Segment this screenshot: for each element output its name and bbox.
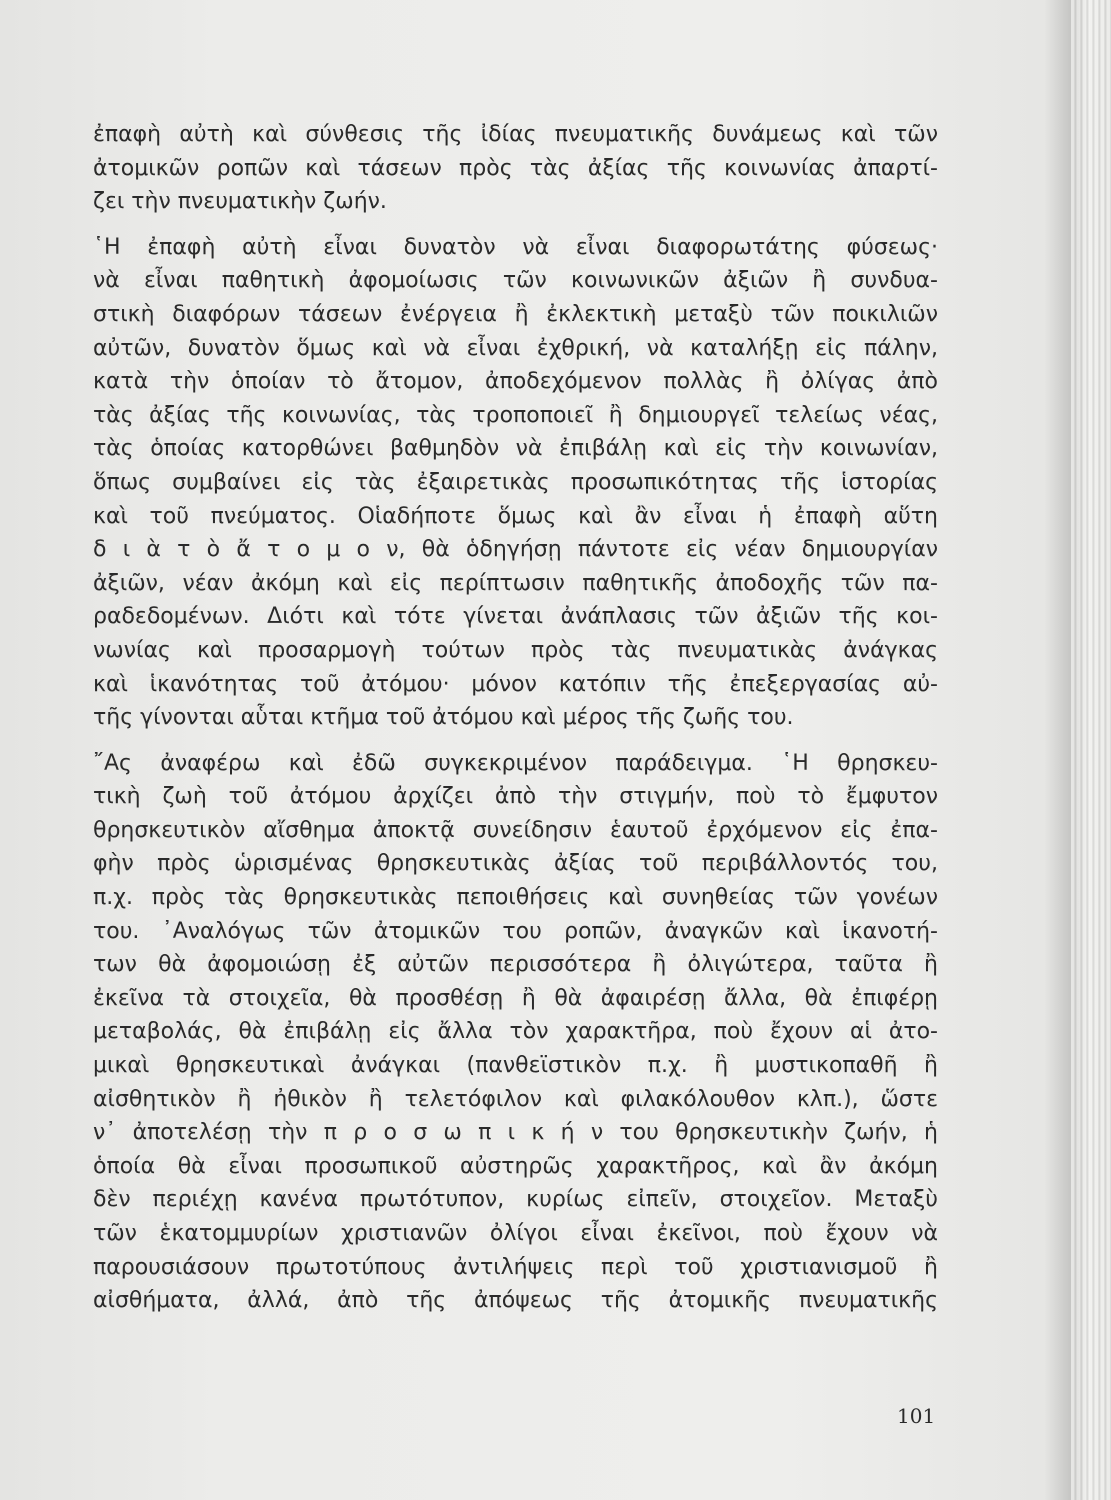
text-line: δ ι ὰ τ ὸ ἄ τ ο μ ο ν, θὰ ὁδηγήσῃ πάντοτε εἰς νέαν δημιουργίαν	[93, 537, 938, 563]
text-line: θρησκευτικὸν αἴσθημα ἀποκτᾷ συνείδησιν ἑαυτοῦ ἐρχόμενον εἰς ἐπα-	[93, 817, 938, 843]
text-line: παρουσιάσουν πρωτοτύπους ἀντιλήψεις περὶ τοῦ χριστιανισμοῦ ἢ	[93, 1254, 938, 1280]
paragraph-1	[93, 118, 938, 219]
text-line: τῶν ἑκατομμυρίων χριστιανῶν ὀλίγοι εἶναι ἐκεῖνοι, ποὺ ἔχουν νὰ	[93, 1221, 938, 1246]
page-number: 101	[897, 1404, 936, 1428]
text-line: των θὰ ἀφομοιώσῃ ἐξ αὐτῶν περισσότερα ἢ ὀλιγώτερα, ταῦτα ἢ	[93, 952, 938, 978]
text-line: ῾Η ἐπαφὴ αὐτὴ εἶναι δυνατὸν νὰ εἶναι διαφορωτάτης φύσεως·	[93, 234, 938, 260]
text-line: του. ᾿Αναλόγως τῶν ἀτομικῶν του ροπῶν, ἀναγκῶν καὶ ἱκανοτή-	[93, 918, 938, 944]
text-line: ἀτομικῶν ροπῶν καὶ τάσεων πρὸς τὰς ἀξίας τῆς κοινωνίας ἀπαρτί-	[93, 155, 938, 181]
text-line: τὰς ὁποίας κατορθώνει βαθμηδὸν νὰ ἐπιβάλῃ καὶ εἰς τὴν κοινωνίαν,	[93, 436, 938, 462]
text-line: στικὴ διαφόρων τάσεων ἐνέργεια ἢ ἐκλεκτικὴ μεταξὺ τῶν ποικιλιῶν	[93, 301, 938, 327]
text-line: αἰσθήματα, ἀλλά, ἀπὸ τῆς ἀπόψεως τῆς ἀτομικῆς πνευματικῆς	[93, 1288, 938, 1314]
text-line: καὶ ἱκανότητας τοῦ ἀτόμου· μόνον κατόπιν τῆς ἐπεξεργασίας αὐ-	[93, 671, 938, 697]
text-line: αἰσθητικὸν ἢ ἠθικὸν ἢ τελετόφιλον καὶ φιλακόλουθον κλπ.), ὥστε	[93, 1086, 938, 1112]
text-line: καὶ τοῦ πνεύματος. Οἱαδήποτε ὅμως καὶ ἂν εἶναι ἡ ἐπαφὴ αὕτη	[93, 503, 938, 529]
text-line: ἐκεῖνα τὰ στοιχεῖα, θὰ προσθέσῃ ἢ θὰ ἀφαιρέσῃ ἄλλα, θὰ ἐπιφέρῃ	[93, 985, 938, 1011]
page-stack-edge	[1071, 0, 1111, 1500]
text-line: κατὰ τὴν ὁποίαν τὸ ἄτομον, ἀποδεχόμενον πολλὰς ἢ ὀλίγας ἀπὸ	[93, 369, 938, 395]
text-line: ν᾿ ἀποτελέσῃ τὴν π ρ ο σ ω π ι κ ή ν του θρησκευτικὴν ζωήν, ἡ	[93, 1120, 938, 1146]
text-line: φὴν πρὸς ὡρισμένας θρησκευτικὰς ἀξίας τοῦ περιβάλλοντός του,	[93, 851, 938, 877]
text-line: ἀξιῶν, νέαν ἀκόμη καὶ εἰς περίπτωσιν παθητικῆς ἀποδοχῆς τῶν πα-	[93, 570, 938, 596]
text-line: νὰ εἶναι παθητικὴ ἀφομοίωσις τῶν κοινωνικῶν ἀξιῶν ἢ συνδυα-	[93, 268, 938, 294]
text-line: ραδεδομένων. Διότι καὶ τότε γίνεται ἀνάπλασις τῶν ἀξιῶν τῆς κοι-	[93, 604, 938, 630]
text-line: μεταβολάς, θὰ ἐπιβάλῃ εἰς ἄλλα τὸν χαρακτῆρα, ποὺ ἔχουν αἱ ἀτο-	[93, 1019, 938, 1045]
text-line: ἐπαφὴ αὐτὴ καὶ σύνθεσις τῆς ἰδίας πνευματικῆς δυνάμεως καὶ τῶν	[93, 122, 938, 147]
paragraph-2	[93, 231, 938, 735]
body-text	[93, 118, 938, 1318]
text-line: τικὴ ζωὴ τοῦ ἀτόμου ἀρχίζει ἀπὸ τὴν στιγμήν, ποὺ τὸ ἔμφυτον	[93, 784, 938, 810]
paragraph-3	[93, 747, 938, 1318]
text-line: αὐτῶν, δυνατὸν ὅμως καὶ νὰ εἶναι ἐχθρική, νὰ καταλήξῃ εἰς πάλην,	[93, 335, 938, 361]
text-line: τὰς ἀξίας τῆς κοινωνίας, τὰς τροποποιεῖ ἢ δημιουργεῖ τελείως νέας,	[93, 402, 938, 428]
text-line: ὅπως συμβαίνει εἰς τὰς ἐξαιρετικὰς προσωπικότητας τῆς ἱστορίας	[93, 469, 938, 495]
text-line: ῎Ας ἀναφέρω καὶ ἐδῶ συγκεκριμένον παράδειγμα. ῾Η θρησκευ-	[93, 750, 938, 776]
text-line: τῆς γίνονται αὗται κτῆμα τοῦ ἀτόμου καὶ μέρος τῆς ζωῆς του.	[93, 705, 794, 731]
text-line: ὁποία θὰ εἶναι προσωπικοῦ αὐστηρῶς χαρακτῆρος, καὶ ἂν ἀκόμη	[93, 1153, 938, 1179]
text-line: δὲν περιέχῃ κανένα πρωτότυπον, κυρίως εἰπεῖν, στοιχεῖον. Μεταξὺ	[93, 1187, 938, 1213]
text-line: μικαὶ θρησκευτικαὶ ἀνάγκαι (πανθεϊστικὸν π.χ. ἢ μυστικοπαθῆ ἢ	[93, 1053, 938, 1079]
text-line: π.χ. πρὸς τὰς θρησκευτικὰς πεποιθήσεις καὶ συνηθείας τῶν γονέων	[93, 885, 938, 911]
text-line: νωνίας καὶ προσαρμογὴ τούτων πρὸς τὰς πνευματικὰς ἀνάγκας	[93, 637, 938, 663]
text-line: ζει τὴν πνευματικὴν ζωήν.	[93, 189, 387, 215]
